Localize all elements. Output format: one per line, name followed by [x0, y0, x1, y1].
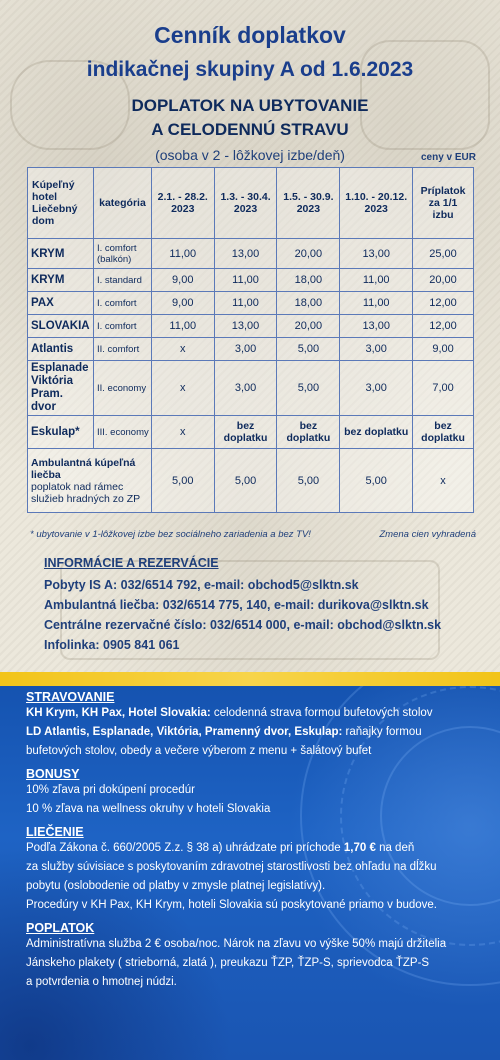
details-text: [26, 690, 478, 992]
price-cell: 7,00: [413, 361, 474, 416]
table-row: [28, 239, 474, 269]
table-row: [28, 338, 474, 361]
details-section: [0, 686, 500, 1060]
price-cell: 11,00: [214, 292, 277, 315]
hotel-category: I. comfort: [93, 292, 151, 315]
price-cell: x: [151, 361, 214, 416]
price-cell: 5,00: [340, 449, 413, 513]
price-cell: bez doplatku: [214, 416, 277, 449]
price-cell: 3,00: [340, 361, 413, 416]
price-cell: 5,00: [277, 361, 340, 416]
price-cell: 11,00: [340, 269, 413, 292]
price-cell: 11,00: [151, 315, 214, 338]
currency-note: ceny v EUR: [420, 152, 476, 163]
ambulant-label: Ambulantná kúpeľná liečba poplatok nad rámec služieb hradných zo ZP: [28, 449, 152, 513]
section-heading-stravovanie: STRAVOVANIE: [26, 690, 115, 704]
price-table: [27, 167, 474, 513]
hotel-category: II. comfort: [93, 338, 151, 361]
page-title: Cenník doplatkov: [154, 22, 346, 48]
price-cell: 13,00: [214, 239, 277, 269]
hotel-category: I. comfort: [93, 315, 151, 338]
header-period-4: 1.10. - 20.12. 2023: [340, 168, 413, 239]
header-period-1: 2.1. - 28.2. 2023: [151, 168, 214, 239]
price-cell: 9,00: [413, 338, 474, 361]
price-cell: 11,00: [151, 239, 214, 269]
table-header-row: [28, 168, 474, 239]
header-hotel: Kúpeľný hotel Liečebný dom: [28, 168, 94, 239]
text-line: Procedúry v KH Pax, KH Krym, hoteli Slovakia sú poskytované priamo v budove.: [26, 899, 437, 911]
price-cell: 12,00: [413, 292, 474, 315]
price-cell: 3,00: [340, 338, 413, 361]
text-line: za služby súvisiace s poskytovaním zdravotnej starostlivosti bez ohľadu na dĺžku: [26, 861, 437, 873]
price-change-note: Zmena cien vyhradená: [379, 529, 476, 540]
price-cell: x: [151, 416, 214, 449]
price-cell: 5,00: [214, 449, 277, 513]
price-cell: 11,00: [214, 269, 277, 292]
price-cell: x: [151, 338, 214, 361]
price-cell: bez doplatku: [413, 416, 474, 449]
page-subtitle: indikačnej skupiny A od 1.6.2023: [86, 58, 414, 81]
section-heading-poplatok: POPLATOK: [26, 921, 95, 935]
text-line: pobytu (oslobodenie od platby v zmysle platnej legislatívy).: [26, 880, 326, 892]
yellow-divider: [0, 672, 500, 686]
contact-line: Ambulantná liečba: 032/6514 775, 140, e-mail: durikova@slktn.sk: [44, 598, 429, 612]
text-line: a potvrdenia o hmotnej núdzi.: [26, 976, 177, 988]
price-cell: 3,00: [214, 338, 277, 361]
hotel-name: KRYM: [28, 269, 94, 292]
section-title: DOPLATOK NA UBYTOVANIE: [131, 96, 369, 115]
text-line: 10% zľava pri dokúpení procedúr: [26, 784, 195, 796]
table-row: [28, 315, 474, 338]
table-row-ambulant: [28, 449, 474, 513]
header-period-2: 1.3. - 30.4. 2023: [214, 168, 277, 239]
contact-line: Centrálne rezervačné číslo: 032/6514 000, e-mail: obchod@slktn.sk: [44, 618, 442, 632]
table-row: [28, 416, 474, 449]
price-cell: bez doplatku: [277, 416, 340, 449]
price-cell: 13,00: [214, 315, 277, 338]
hotel-category: III. economy: [93, 416, 151, 449]
text-line: KH Krym, KH Pax, Hotel Slovakia: celodenná strava formou bufetových stolov: [26, 707, 433, 719]
hotel-name: Eskulap*: [28, 416, 94, 449]
footnote: * ubytovanie v 1-lôžkovej izbe bez sociálneho zariadenia a bez TV!: [30, 529, 311, 540]
header-period-3: 1.5. - 30.9. 2023: [277, 168, 340, 239]
hotel-name: Atlantis: [28, 338, 94, 361]
section-title: A CELODENNÚ STRAVU: [151, 120, 349, 139]
hotel-category: I. comfort (balkón): [93, 239, 151, 269]
contact-block: [44, 556, 441, 655]
contact-line: Pobyty IS A: 032/6514 792, e-mail: obchod5@slktn.sk: [44, 578, 359, 592]
price-cell: 5,00: [277, 338, 340, 361]
section-heading-liecenie: LIEČENIE: [26, 825, 84, 839]
table-row: [28, 269, 474, 292]
header-category: kategória: [93, 168, 151, 239]
price-cell: 13,00: [340, 315, 413, 338]
table-row: [28, 292, 474, 315]
price-cell: 20,00: [277, 315, 340, 338]
text-line: LD Atlantis, Esplanade, Viktória, Pramenný dvor, Eskulap: raňajky formou: [26, 726, 422, 738]
hotel-name: Esplanade Viktória Pram. dvor: [28, 361, 94, 416]
price-cell: 25,00: [413, 239, 474, 269]
price-cell: 12,00: [413, 315, 474, 338]
table-row: [28, 361, 474, 416]
text-line: Podľa Zákona č. 660/2005 Z.z. § 38 a) uhrádzate pri príchode 1,70 € na deň: [26, 842, 415, 854]
hotel-category: I. standard: [93, 269, 151, 292]
occupancy-note: (osoba v 2 - lôžkovej izbe/deň): [155, 147, 345, 163]
price-cell: 5,00: [151, 449, 214, 513]
header-single-supplement: Príplatok za 1/1 izbu: [413, 168, 474, 239]
section-heading-bonusy: BONUSY: [26, 767, 80, 781]
text-line: bufetových stolov, obedy a večere výberom z menu + šalátový bufet: [26, 745, 372, 757]
price-cell: 20,00: [413, 269, 474, 292]
hotel-name: SLOVAKIA: [28, 315, 94, 338]
price-cell: 3,00: [214, 361, 277, 416]
price-cell: 11,00: [340, 292, 413, 315]
price-cell: 18,00: [277, 269, 340, 292]
contact-line: Infolinka: 0905 841 061: [44, 638, 180, 652]
hotel-name: KRYM: [28, 239, 94, 269]
hotel-category: II. economy: [93, 361, 151, 416]
price-cell: x: [413, 449, 474, 513]
price-cell: 18,00: [277, 292, 340, 315]
text-line: Jánskeho plakety ( strieborná, zlatá ), preukazu ŤZP, ŤZP-S, sprievodca ŤZP-S: [26, 957, 430, 969]
price-cell: bez doplatku: [340, 416, 413, 449]
price-cell: 13,00: [340, 239, 413, 269]
price-cell: 20,00: [277, 239, 340, 269]
price-cell: 9,00: [151, 292, 214, 315]
text-line: 10 % zľava na wellness okruhy v hoteli Slovakia: [26, 803, 271, 815]
text-line: Administratívna služba 2 € osoba/noc. Nárok na zľavu vo výške 50% majú držitelia: [26, 938, 447, 950]
hotel-name: PAX: [28, 292, 94, 315]
contact-heading: INFORMÁCIE A REZERVÁCIE: [44, 556, 219, 570]
price-cell: 9,00: [151, 269, 214, 292]
price-cell: 5,00: [277, 449, 340, 513]
